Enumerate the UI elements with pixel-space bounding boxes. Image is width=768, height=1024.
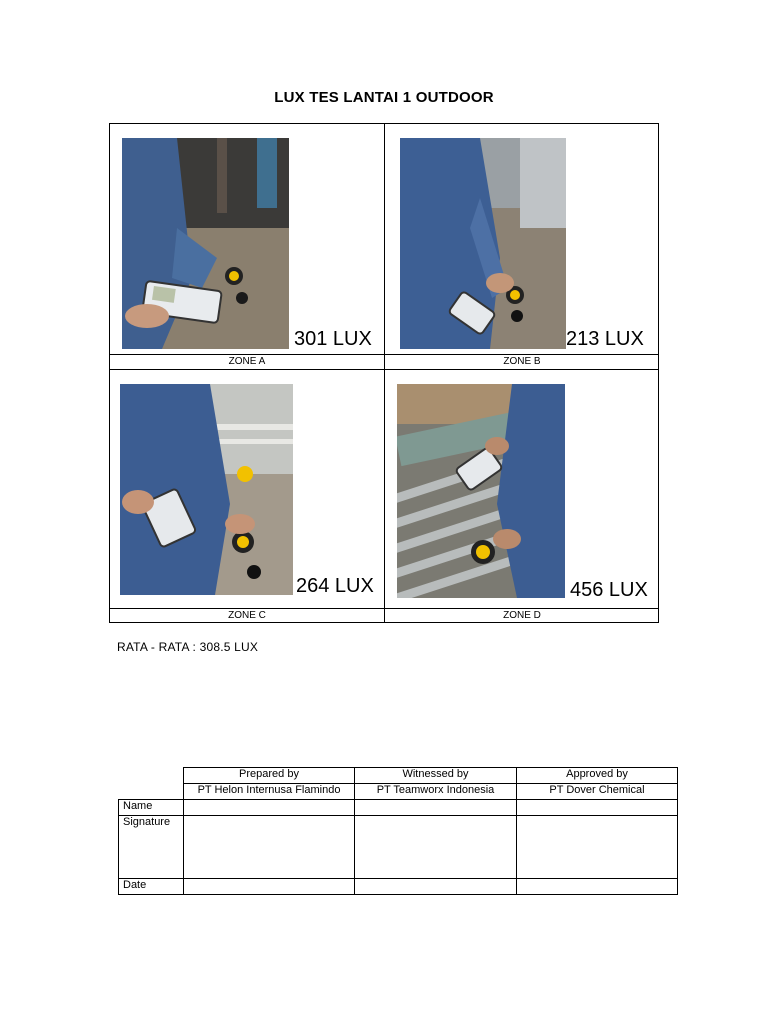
witnessed-signature-cell xyxy=(355,816,517,879)
zone-d-label: ZONE D xyxy=(503,610,541,621)
zone-d-photo xyxy=(397,384,565,598)
page-title: LUX TES LANTAI 1 OUTDOOR xyxy=(274,89,494,106)
zone-b-label: ZONE B xyxy=(503,356,541,367)
prepared-by-company: PT Helon Internusa Flamindo xyxy=(184,784,355,800)
witnessed-name-cell xyxy=(355,800,517,816)
approved-date-cell xyxy=(517,879,678,895)
zone-d-reading: 456 LUX xyxy=(570,579,648,601)
zone-c-reading: 264 LUX xyxy=(296,575,374,597)
signoff-table xyxy=(118,767,678,895)
average-reading: RATA - RATA : 308.5 LUX xyxy=(117,640,259,654)
zone-c-photo xyxy=(120,384,293,595)
zone-b-reading: 213 LUX xyxy=(566,328,644,350)
prepared-by-header: Prepared by xyxy=(184,768,355,784)
zone-a-photo xyxy=(122,138,289,349)
approved-name-cell xyxy=(517,800,678,816)
zone-c-label: ZONE C xyxy=(228,610,266,621)
photo-grid xyxy=(109,123,659,623)
zone-a-reading: 301 LUX xyxy=(294,328,372,350)
signature-row-label: Signature xyxy=(119,816,184,879)
witnessed-by-header: Witnessed by xyxy=(355,768,517,784)
prepared-signature-cell xyxy=(184,816,355,879)
approved-by-header: Approved by xyxy=(517,768,678,784)
witnessed-by-company: PT Teamworx Indonesia xyxy=(355,784,517,800)
grid-divider-vertical xyxy=(384,124,385,622)
date-row-label: Date xyxy=(119,879,184,895)
zone-b-photo xyxy=(400,138,566,349)
prepared-date-cell xyxy=(184,879,355,895)
grid-divider xyxy=(110,369,658,370)
witnessed-date-cell xyxy=(355,879,517,895)
approved-by-company: PT Dover Chemical xyxy=(517,784,678,800)
name-row-label: Name xyxy=(119,800,184,816)
zone-a-label: ZONE A xyxy=(228,356,266,367)
prepared-name-cell xyxy=(184,800,355,816)
approved-signature-cell xyxy=(517,816,678,879)
